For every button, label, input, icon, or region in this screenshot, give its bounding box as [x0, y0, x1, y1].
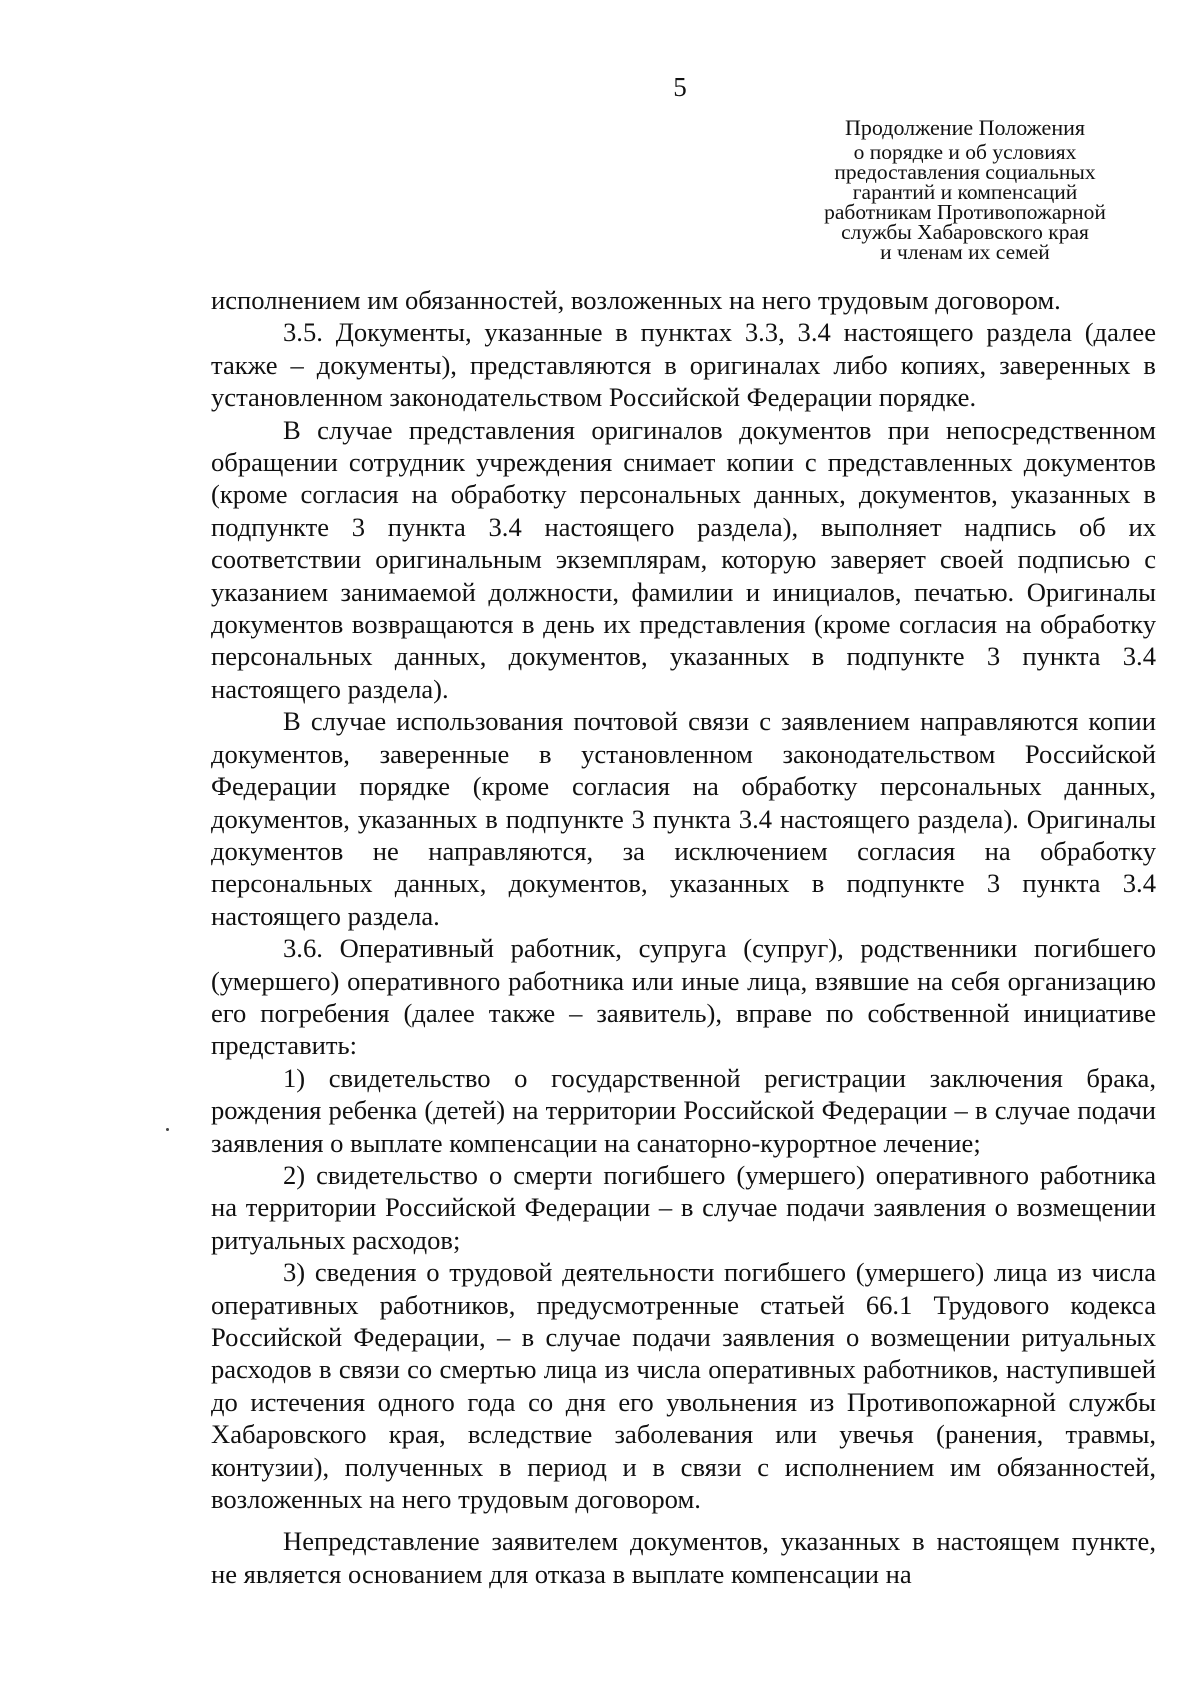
- document-body: [211, 284, 1156, 1590]
- paragraph-continuation: исполнением им обязанностей, возложенных на него трудовым договором.: [211, 285, 1061, 315]
- scan-speck: [166, 1128, 169, 1131]
- running-header-line: службы Хабаровского края: [841, 220, 1089, 244]
- paragraph-3-5: 3.5. Документы, указанные в пунктах 3.3, 3.4 настоящего раздела (далее также – документы), представляются в оригиналах либо копиях, заверенных в установленном законодательством Российской Федерации порядке.: [211, 317, 1156, 413]
- running-header-line: работникам Противопожарной: [824, 200, 1106, 224]
- running-header-line: о порядке и об условиях: [853, 140, 1077, 164]
- paragraph-non-submission: Непредставление заявителем документов, указанных в настоящем пункте, не является основанием для отказа в выплате компенсации на: [211, 1526, 1156, 1589]
- list-item-2: 2) свидетельство о смерти погибшего (умершего) оперативного работника на территории Российской Федерации – в случае подачи заявления о возмещении ритуальных расходов;: [211, 1159, 1156, 1255]
- list-item-3: 3) сведения о трудовой деятельности погибшего (умершего) лица из числа оперативных работников, предусмотренные статьей 66.1 Трудового кодекса Российской Федерации, – в случае подачи заявления о возмещении ритуальных расходов в связи со смертью лица из числа оперативных работников, наступившей до истечения одного года со дня его увольнения из Противопожарной службы Хабаровского края, вследствие заболевания или увечья (ранения, травмы, контузии), полученных в период и в связи с исполнением им обязанностей, возложенных на него трудовым договором.: [211, 1257, 1156, 1515]
- running-header-line: предоставления социальных: [834, 160, 1096, 184]
- list-item-1: 1) свидетельство о государственной регистрации заключения брака, рождения ребенка (детей) на территории Российской Федерации – в случае подачи заявления о выплате компенсации на санаторно-курортное лечение;: [211, 1062, 1156, 1158]
- paragraph-originals: В случае представления оригиналов документов при непосредственном обращении сотрудник учреждения снимает копии с представленных документов (кроме согласия на обработку персональных данных, документов, указанных в подпункте 3 пункта 3.4 настоящего раздела), выполняет надпись об их соответствии оригинальным экземплярам, которую заверяет своей подписью с указанием занимаемой должности, фамилии и инициалов, печатью. Оригиналы документов возвращаются в день их представления (кроме согласия на обработку персональных данных, документов, указанных в подпункте 3 пункта 3.4 настоящего раздела).: [211, 414, 1156, 704]
- page-number: 5: [673, 72, 687, 102]
- paragraph-3-6: 3.6. Оперативный работник, супруга (супруг), родственники погибшего (умершего) оперативного работника или иные лица, взявшие на себя организацию его погребения (далее также – заявитель), вправе по собственной инициативе представить:: [211, 933, 1156, 1061]
- running-header-line: гарантий и компенсаций: [852, 180, 1078, 204]
- running-header-line: и членам их семей: [880, 240, 1050, 264]
- running-header-line: Продолжение Положения: [845, 115, 1085, 140]
- paragraph-postal: В случае использования почтовой связи с заявлением направляются копии документов, заверенные в установленном законодательством Российской Федерации порядке (кроме согласия на обработку персональных данных, документов, указанных в подпункте 3 пункта 3.4 настоящего раздела). Оригиналы документов не направляются, за исключением согласия на обработку персональных данных, документов, указанных в подпункте 3 пункта 3.4 настоящего раздела.: [211, 706, 1156, 931]
- running-header: [790, 115, 1140, 264]
